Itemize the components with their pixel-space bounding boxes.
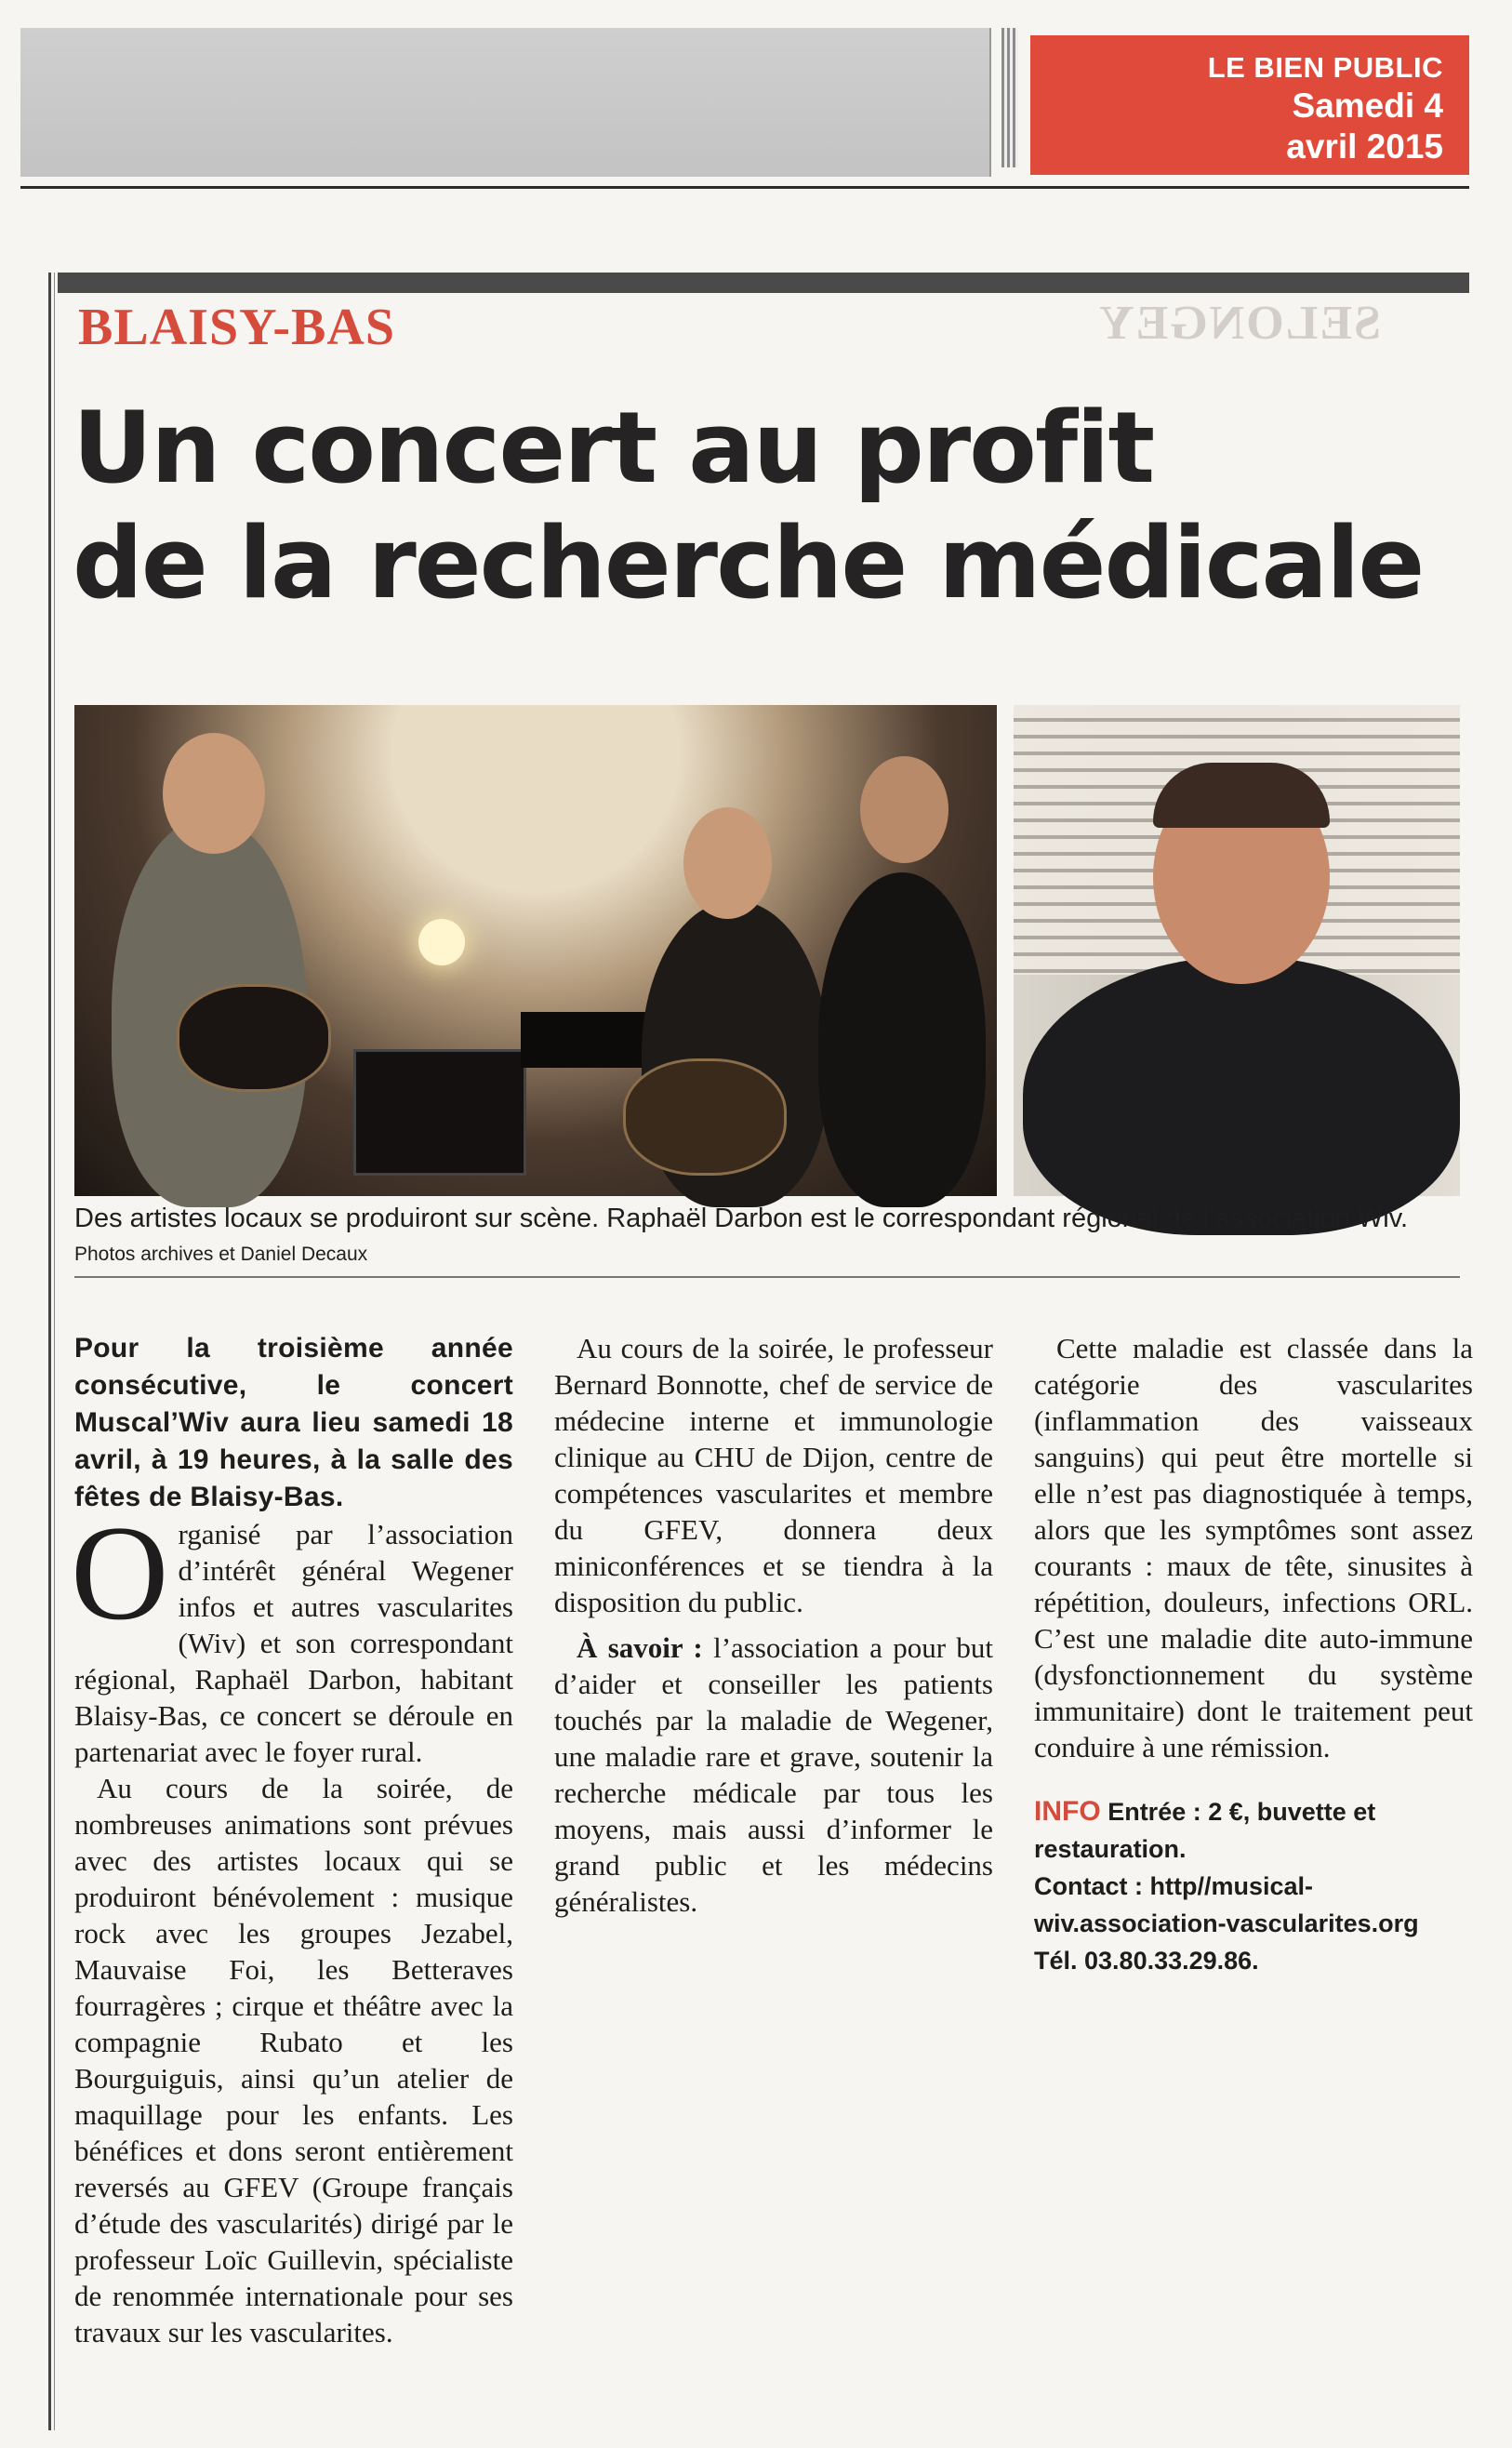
guitar-center [623,1058,787,1176]
date-badge [1030,35,1469,175]
info-tag: INFO [1034,1796,1101,1827]
publication-name: LE BIEN PUBLIC [1207,51,1443,84]
guitar-left [177,984,331,1092]
section-label: BLAISY-BAS [78,299,395,356]
article-column-2 [554,1330,993,1920]
amplifier [353,1049,526,1176]
portrait-photo [1014,705,1460,1196]
guitarist-right [818,872,986,1207]
issue-date: avril 2015 [1286,127,1443,166]
portrait-body [1023,956,1460,1235]
paragraph-4 [554,1630,993,1920]
headline-line-1: Un concert au profit [73,391,1154,505]
paragraph-1-text: rganisé par l’association d’intérêt général Wegener infos et autres vascularites (Wiv) et son correspondant régional, Raphaël Darbon, habitant Blaisy-Bas, ce concert se déroule en partenariat avec le foyer rural. [74,1518,513,1768]
info-text: Entrée : 2 €, buvette et restauration. [1034,1798,1376,1863]
paragraph-5: Cette maladie est classée dans la catégorie des vascularites (inflammation des vaisseaux sanguins) qui peut être mortelle si elle n’est pas diagnostiquée à temps, alors que les symptômes sont assez courants : maux de tête, sinusites à répétition, douleurs, infections ORL. C’est une maladie dite auto-immune (dysfonctionnement du système immunitaire) dont le traitement peut conduire à une rémission. [1034,1332,1473,1763]
headline [73,391,1430,621]
bleed-through-heading: SELONGEY [1097,297,1381,350]
article-column-1 [71,1330,513,2348]
music-stand [521,1012,660,1068]
issue-day: Samedi 4 [1292,86,1443,125]
newspaper-header [20,28,1469,189]
caption-text: Des artistes locaux se produiront sur scène. Raphaël Darbon est le correspondant régional de l’association Wiv. [74,1204,1409,1233]
singer-head [683,807,772,919]
header-grey-band [20,28,991,177]
photo-caption [74,1202,1441,1271]
savoir-label: À savoir : [577,1631,703,1664]
guitarist-right-head [860,756,948,863]
article-column-3 [1034,1330,1473,1979]
drop-cap: O [71,1497,169,1648]
band-photo [74,705,997,1196]
paragraph-1 [71,1497,513,1770]
paragraph-4-text: l’association a pour but d’aider et conseiller les patients touchés par la maladie de Wegener, une maladie rare et grave, soutenir la recherche médicale par tous les moyens, mais aussi d’informer le grand public et les médecins généralistes. [554,1631,993,1918]
guitarist-left-head [163,733,265,854]
contact-text: Contact : http//musical-wiv.association-vascularites.org [1034,1872,1419,1937]
phone-text: Tél. 03.80.33.29.86. [1034,1947,1259,1975]
headline-line-2: de la recherche médicale [73,506,1424,620]
column-rule-thin [54,273,55,2430]
header-separator [1001,28,1018,167]
photo-credit: Photos archives et Daniel Decaux [74,1244,368,1265]
portrait-hair [1153,763,1330,828]
article-top-rule [58,273,1469,293]
stage-light [418,919,465,965]
paragraph-3: Au cours de la soirée, le professeur Bernard Bonnotte, chef de service de médecine interne et immunologie clinique au CHU de Dijon, centre de compétences vascularites et membre du GFEV, donnera deux miniconférences et se tiendra à la disposition du public. [554,1332,993,1618]
paragraph-2: Au cours de la soirée, de nombreuses animations sont prévues avec des artistes locaux qui se produiront bénévolement : musique rock avec les groupes Jezabel, Mauvaise Foi, les Betteraves fourragères ; cirque et théâtre avec la compagnie Rubato et les Bourguiguis, ainsi qu’un atelier de maquillage pour les enfants. Les bénéfices et dons seront entièrement reversés au GFEV (Groupe français d’étude des vascularités) dirigé par le professeur Loïc Guillevin, spécialiste de renommée internationale pour ses travaux sur les vascularites. [74,1772,513,2348]
column-rule [48,273,51,2430]
article-lede: Pour la troisième année consécutive, le concert Muscal’Wiv aura lieu samedi 18 avril, à 19 heures, à la salle des fêtes de Blaisy-Bas. [74,1333,513,1512]
caption-rule [74,1276,1460,1278]
info-box [1034,1793,1473,1979]
